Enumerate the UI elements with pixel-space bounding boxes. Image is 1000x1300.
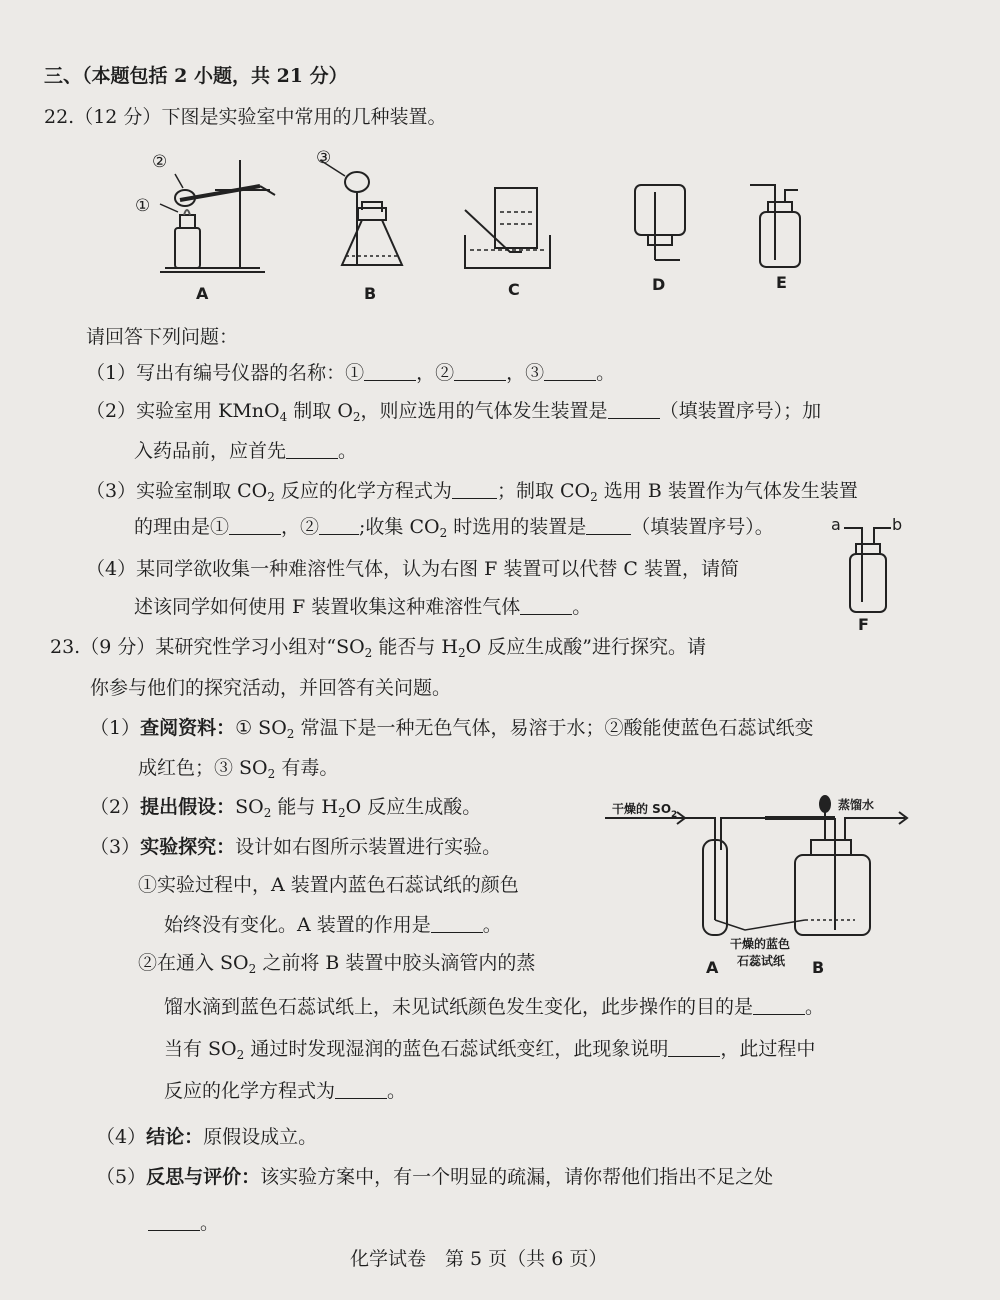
label-e: E <box>776 273 787 292</box>
answer-blank-purpose[interactable] <box>753 996 805 1015</box>
label-f-b: b <box>892 515 903 534</box>
answer-blank-method[interactable] <box>520 596 572 615</box>
answer-blank-collect[interactable] <box>586 516 631 535</box>
label-f: F <box>858 615 869 634</box>
q22-part4-line2: 述该同学如何使用 F 装置收集这种难溶性气体 。 <box>134 596 592 618</box>
q22-part4: （4）某同学欲收集一种难溶性气体，认为右图 F 装置可以代替 C 装置，请简 <box>86 558 739 580</box>
label-b: B <box>364 284 377 303</box>
label-a: A <box>196 284 209 303</box>
apparatus-b-drawing <box>320 160 402 265</box>
apparatus-c-drawing <box>465 188 550 268</box>
apparatus-f-drawing <box>836 520 906 620</box>
q23-part1-line2: 成红色；③ $SO_2$ 有毒。 <box>138 757 339 781</box>
label-c: C <box>508 280 520 299</box>
q23-part5-line2: 。 <box>148 1210 219 1236</box>
answer-blank-equation-2[interactable] <box>335 1080 387 1099</box>
answer-blank-reason-2[interactable] <box>319 516 359 535</box>
answer-blank-equation[interactable] <box>452 480 497 499</box>
answer-blank-generator[interactable] <box>608 400 660 419</box>
label-d: D <box>652 275 666 294</box>
q23-heading-line2: 你参与他们的探究活动，并回答有关问题。 <box>90 677 452 699</box>
q22-part2-line2: 入药品前，应首先 。 <box>134 440 358 462</box>
q23-step2: ②在通入 $SO_2$ 之前将 B 装置中胶头滴管内的蒸 <box>138 952 536 976</box>
answer-blank-3[interactable] <box>544 362 596 381</box>
label-23-b: B <box>812 958 825 977</box>
answer-blank-phenomenon[interactable] <box>668 1038 720 1057</box>
q23-part2: （2）提出假设：$SO_2$ 能与 $H_2O$ 反应生成酸。 <box>90 796 482 820</box>
label-f-a: a <box>831 515 841 534</box>
answer-blank-2[interactable] <box>454 362 506 381</box>
q23-step1-line2: 始终没有变化。A 装置的作用是 。 <box>164 914 502 936</box>
answer-blank-flaw[interactable] <box>148 1212 200 1231</box>
label-paper-2: 石蕊试纸 <box>737 954 786 968</box>
label-distilled-water: 蒸馏水 <box>838 798 875 812</box>
apparatus-d-drawing <box>635 185 685 260</box>
label-paper-1: 干燥的蓝色 <box>730 937 791 951</box>
label-n1: ① <box>135 196 151 216</box>
label-n2: ② <box>152 152 168 172</box>
q22-heading <box>44 104 446 130</box>
q23-step1: ①实验过程中，A 装置内蓝色石蕊试纸的颜色 <box>138 874 519 896</box>
q22-part2: （2）实验室用 KMnO$_4$ 制取 $O_2$，则应选用的气体发生装置是 （填装置序号）；加 <box>86 400 822 424</box>
q22-part3: （3）实验室制取 $CO_2$ 反应的化学方程式为 ；制取 $CO_2$ 选用 B 装置作为气体发生装置 <box>86 480 858 504</box>
q23-part3: （3）实验探究：设计如右图所示装置进行实验。 <box>90 836 502 858</box>
q22-intro: 下图是实验室中常用的几种装置。 <box>161 106 447 128</box>
answer-blank-reason-1[interactable] <box>229 516 281 535</box>
page-footer: 化学试卷 第 5 页（共 6 页） <box>350 1248 608 1270</box>
q23-step3: 当有 $SO_2$ 通过时发现湿润的蓝色石蕊试纸变红，此现象说明 ，此过程中 <box>164 1038 816 1062</box>
answer-blank-first-step[interactable] <box>286 440 338 459</box>
label-23-a: A <box>706 958 719 977</box>
q23-part5: （5）反思与评价：该实验方案中，有一个明显的疏漏，请你帮他们指出不足之处 <box>96 1166 774 1188</box>
q22-part3-line2: 的理由是① ，② ;收集 $CO_2$ 时选用的装置是 （填装置序号）。 <box>134 516 774 540</box>
q22-prompt: 请回答下列问题： <box>86 326 239 348</box>
q23-part4: （4）结论：原假设成立。 <box>96 1126 318 1148</box>
answer-blank-1[interactable] <box>364 362 416 381</box>
apparatus-e-drawing <box>750 185 800 267</box>
section-title: 三、（本题包括 2 小题，共 21 分） <box>44 65 348 87</box>
q22-number: 22. <box>44 106 75 128</box>
q23-step2-line2: 馏水滴到蓝色石蕊试纸上，未见试纸颜色发生变化，此步操作的目的是 。 <box>164 996 825 1018</box>
answer-blank-a-role[interactable] <box>431 914 483 933</box>
q22-points: （12 分） <box>74 106 162 128</box>
q23-step3-line2: 反应的化学方程式为 。 <box>164 1080 407 1102</box>
label-dry-so2: 干燥的 $SO_2$ <box>612 802 678 820</box>
apparatus-a-drawing <box>160 160 275 272</box>
label-n3: ③ <box>316 148 332 168</box>
q22-part1: （1）写出有编号仪器的名称：① ，② ，③ 。 <box>86 362 616 384</box>
q23-heading: 23.（9 分）某研究性学习小组对“$SO_2$ 能否与 $H_2O$ 反应生成酸”进行探究。请 <box>50 636 706 660</box>
q23-part1: （1）查阅资料：① $SO_2$ 常温下是一种无色气体，易溶于水；②酸能使蓝色石蕊试纸变 <box>90 717 814 741</box>
q22-apparatus-figure <box>120 140 820 310</box>
